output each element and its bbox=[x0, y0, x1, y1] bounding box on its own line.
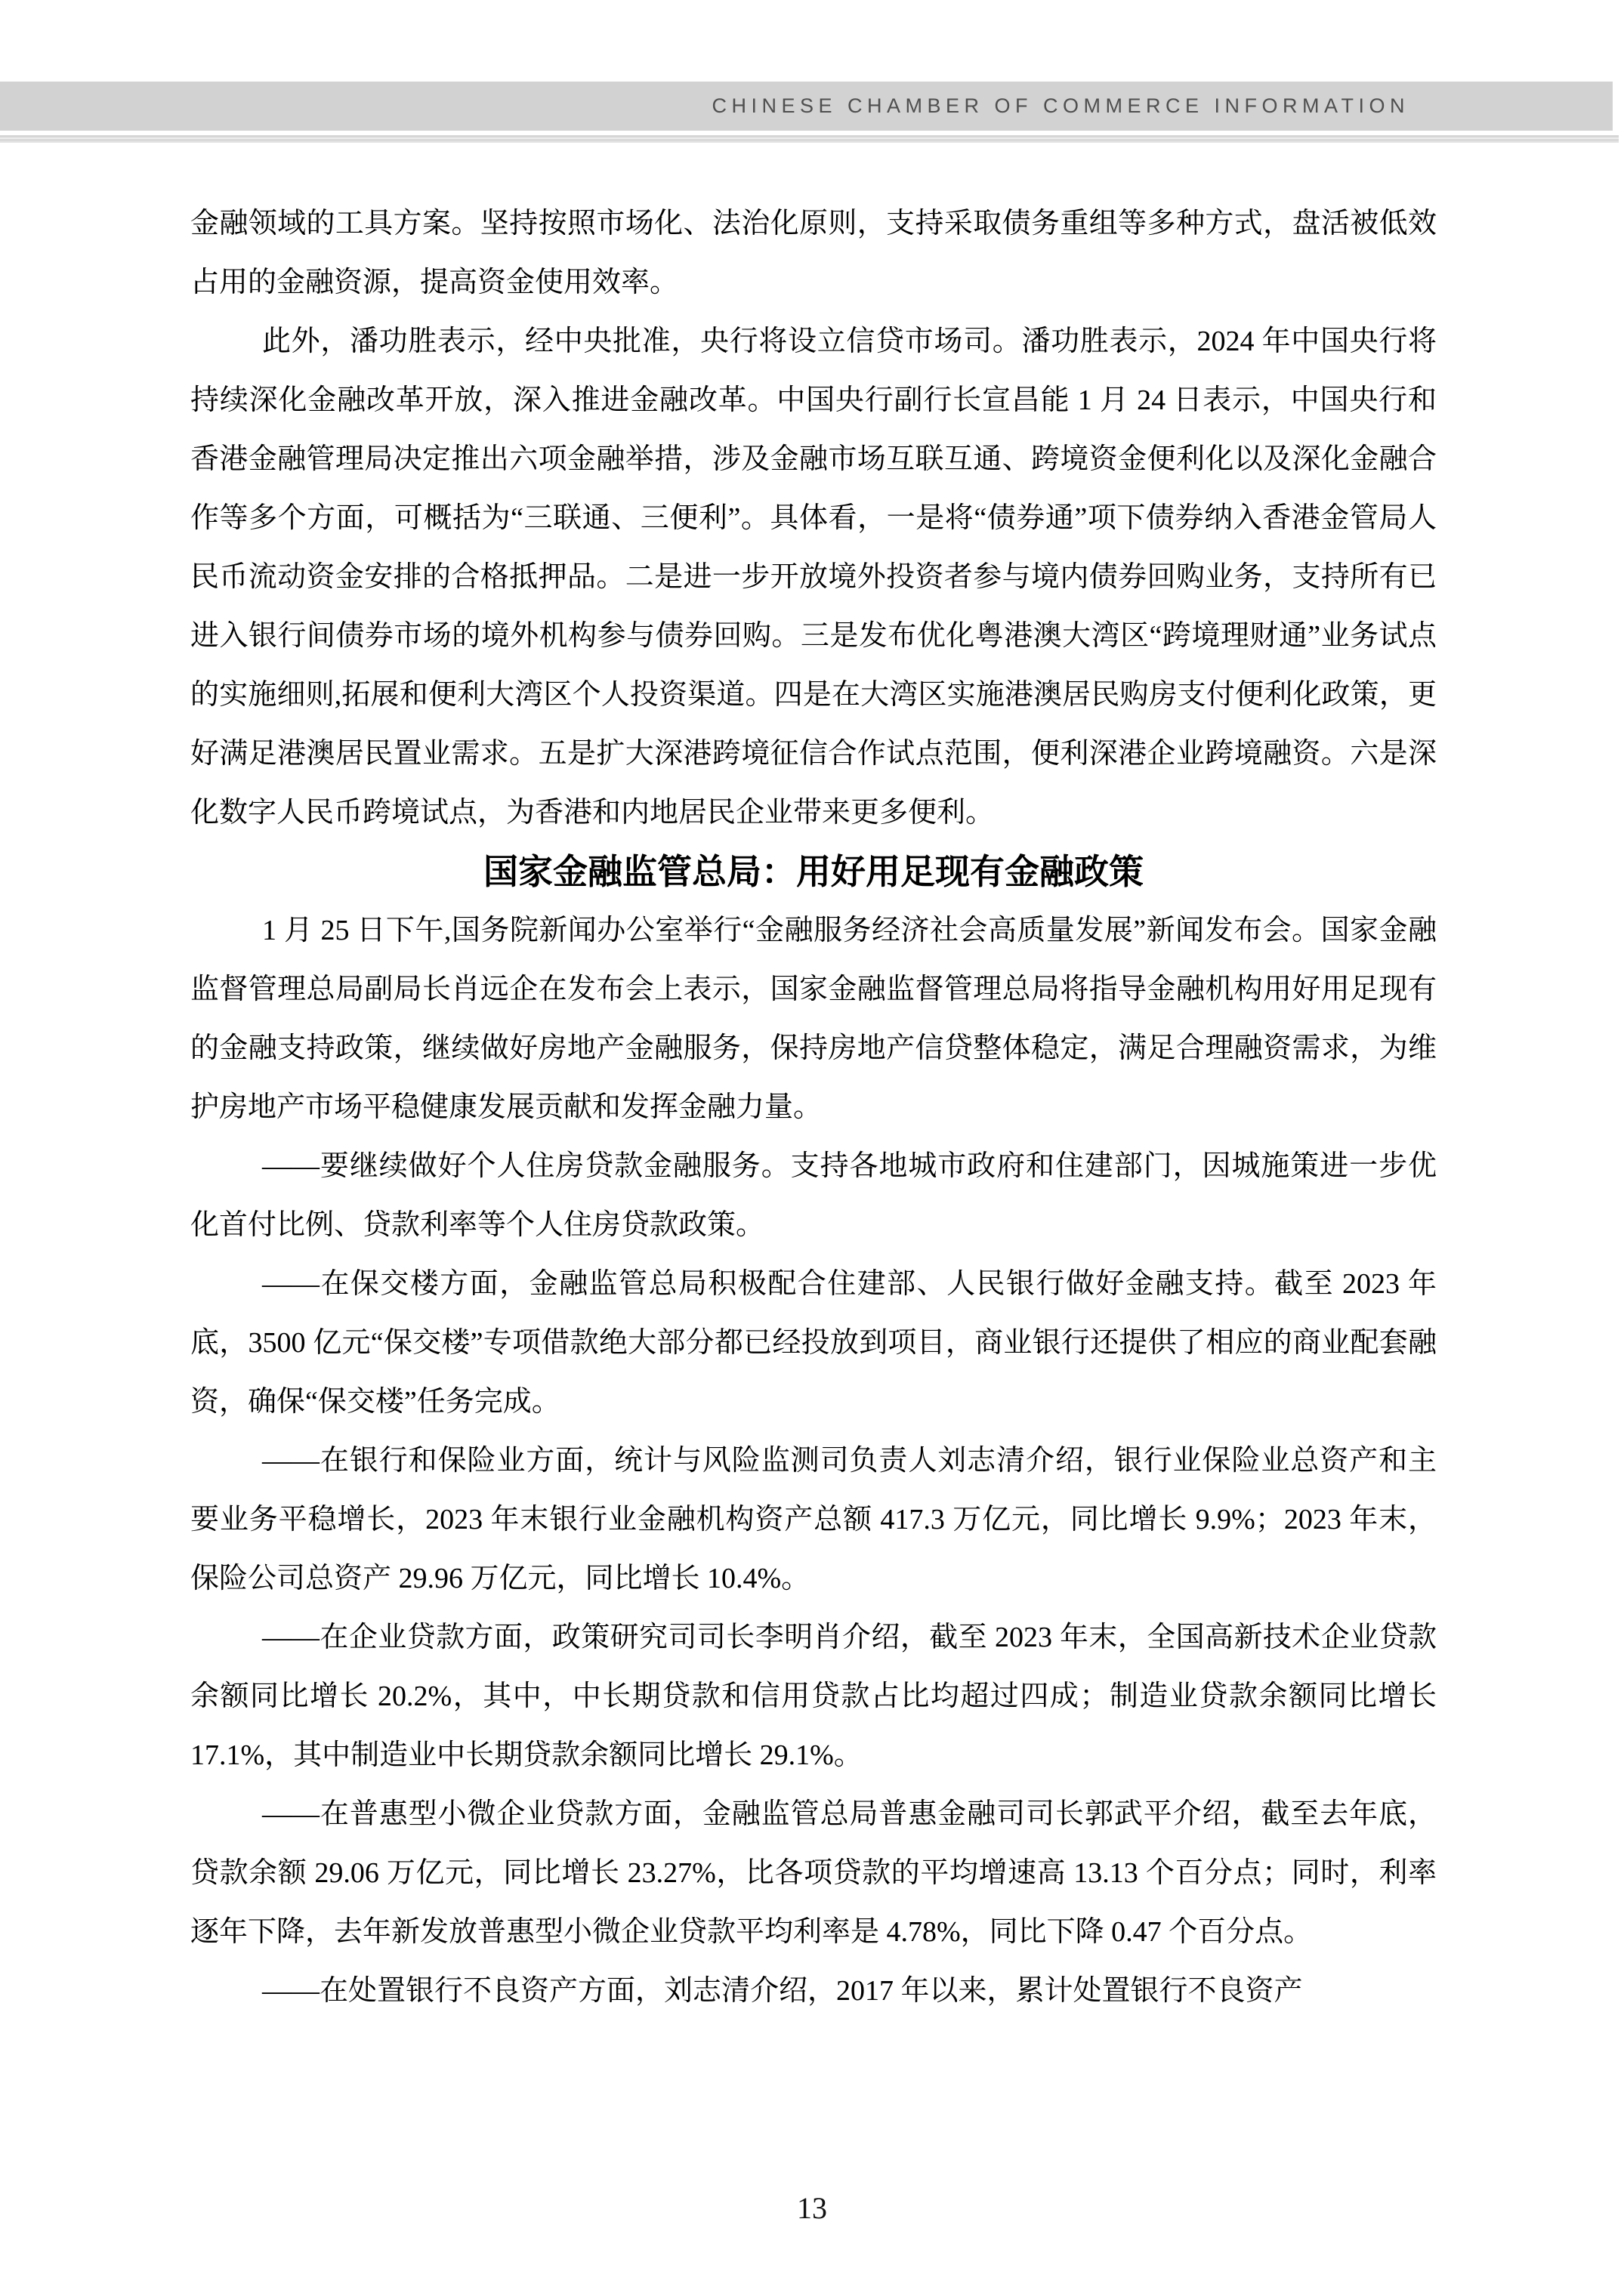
section-heading: 国家金融监管总局：用好用足现有金融政策 bbox=[483, 852, 1144, 891]
body-paragraph: ——在处置银行不良资产方面，刘志清介绍，2017 年以来，累计处置银行不良资产 bbox=[262, 1975, 1303, 2007]
body-paragraph: 此外，潘功胜表示，经中央批准，央行将设立信贷市场司。潘功胜表示，2024 年中国央行将持续深化金融改革开放，深入推进金融改革。中国央行副行长宣昌能 1 月 24 日表示，中国央行和香港金融管理局决定推出六项金融举措，涉及金融市场互联互通、跨境资金便利化以及深化金融合作等多个方面，可概括为“三联通、三便利”。具体看，一是将“债券通”项下债券纳入香港金管局人民币流动资金安排的合格抵押品。二是进一步开放境外投资者参与境内债券回购业务，支持所有已进入银行间债券市场的境外机构参与债券回购。三是发布优化粤港澳大湾区“跨境理财通”业务试点的实施细则,拓展和便利大湾区个人投资渠道。四是在大湾区实施港澳居民购房支付便利化政策，更好满足港澳居民置业需求。五是扩大深港跨境征信合作试点范围，便利深港企业跨境融资。六是深化数字人民币跨境试点，为香港和内地居民企业带来更多便利。 bbox=[190, 326, 1437, 829]
body-paragraph: 1 月 25 日下午,国务院新闻办公室举行“金融服务经济社会高质量发展”新闻发布会。国家金融监督管理总局副局长肖远企在发布会上表示，国家金融监督管理总局将指导金融机构用好用足现有的金融支持政策，继续做好房地产金融服务，保持房地产信贷整体稳定，满足合理融资需求，为维护房地产市场平稳健康发展贡献和发挥金融力量。 bbox=[190, 915, 1437, 1123]
page-number: 13 bbox=[797, 2191, 827, 2225]
body-paragraph: ——在保交楼方面，金融监管总局积极配合住建部、人民银行做好金融支持。截至 2023 年底，3500 亿元“保交楼”专项借款绝大部分都已经投放到项目，商业银行还提供了相应的商业配套融资，确保“保交楼”任务完成。 bbox=[190, 1268, 1437, 1418]
body-paragraph: 金融领域的工具方案。坚持按照市场化、法治化原则，支持采取债务重组等多种方式，盘活被低效占用的金融资源，提高资金使用效率。 bbox=[190, 208, 1437, 298]
body-paragraph: ——在企业贷款方面，政策研究司司长李明肖介绍，截至 2023 年末，全国高新技术企业贷款余额同比增长 20.2%，其中，中长期贷款和信用贷款占比均超过四成；制造业贷款余额同比增长 17.1%，其中制造业中长期贷款余额同比增长 29.1%。 bbox=[190, 1622, 1437, 1771]
header-banner bbox=[0, 82, 1613, 131]
body-paragraph: ——在银行和保险业方面，统计与风险监测司负责人刘志清介绍，银行业保险业总资产和主要业务平稳增长，2023 年末银行业金融机构资产总额 417.3 万亿元，同比增长 9.9%；2023 年末，保险公司总资产 29.96 万亿元，同比增长 10.4%。 bbox=[190, 1445, 1437, 1594]
body-paragraph: ——在普惠型小微企业贷款方面，金融监管总局普惠金融司司长郭武平介绍，截至去年底，贷款余额 29.06 万亿元，同比增长 23.27%，比各项贷款的平均增速高 13.13 个百分点；同时，利率逐年下降，去年新发放普惠型小微企业贷款平均利率是 4.78%，同比下降 0.47 个百分点。 bbox=[190, 1798, 1437, 1948]
header-banner-text: CHINESE CHAMBER OF COMMERCE INFORMATION bbox=[712, 94, 1409, 117]
header-divider-band bbox=[0, 135, 1619, 143]
body-paragraph: ——要继续做好个人住房贷款金融服务。支持各地城市政府和住建部门，因城施策进一步优化首付比例、贷款利率等个人住房贷款政策。 bbox=[190, 1150, 1437, 1241]
article-body bbox=[190, 194, 1437, 2020]
